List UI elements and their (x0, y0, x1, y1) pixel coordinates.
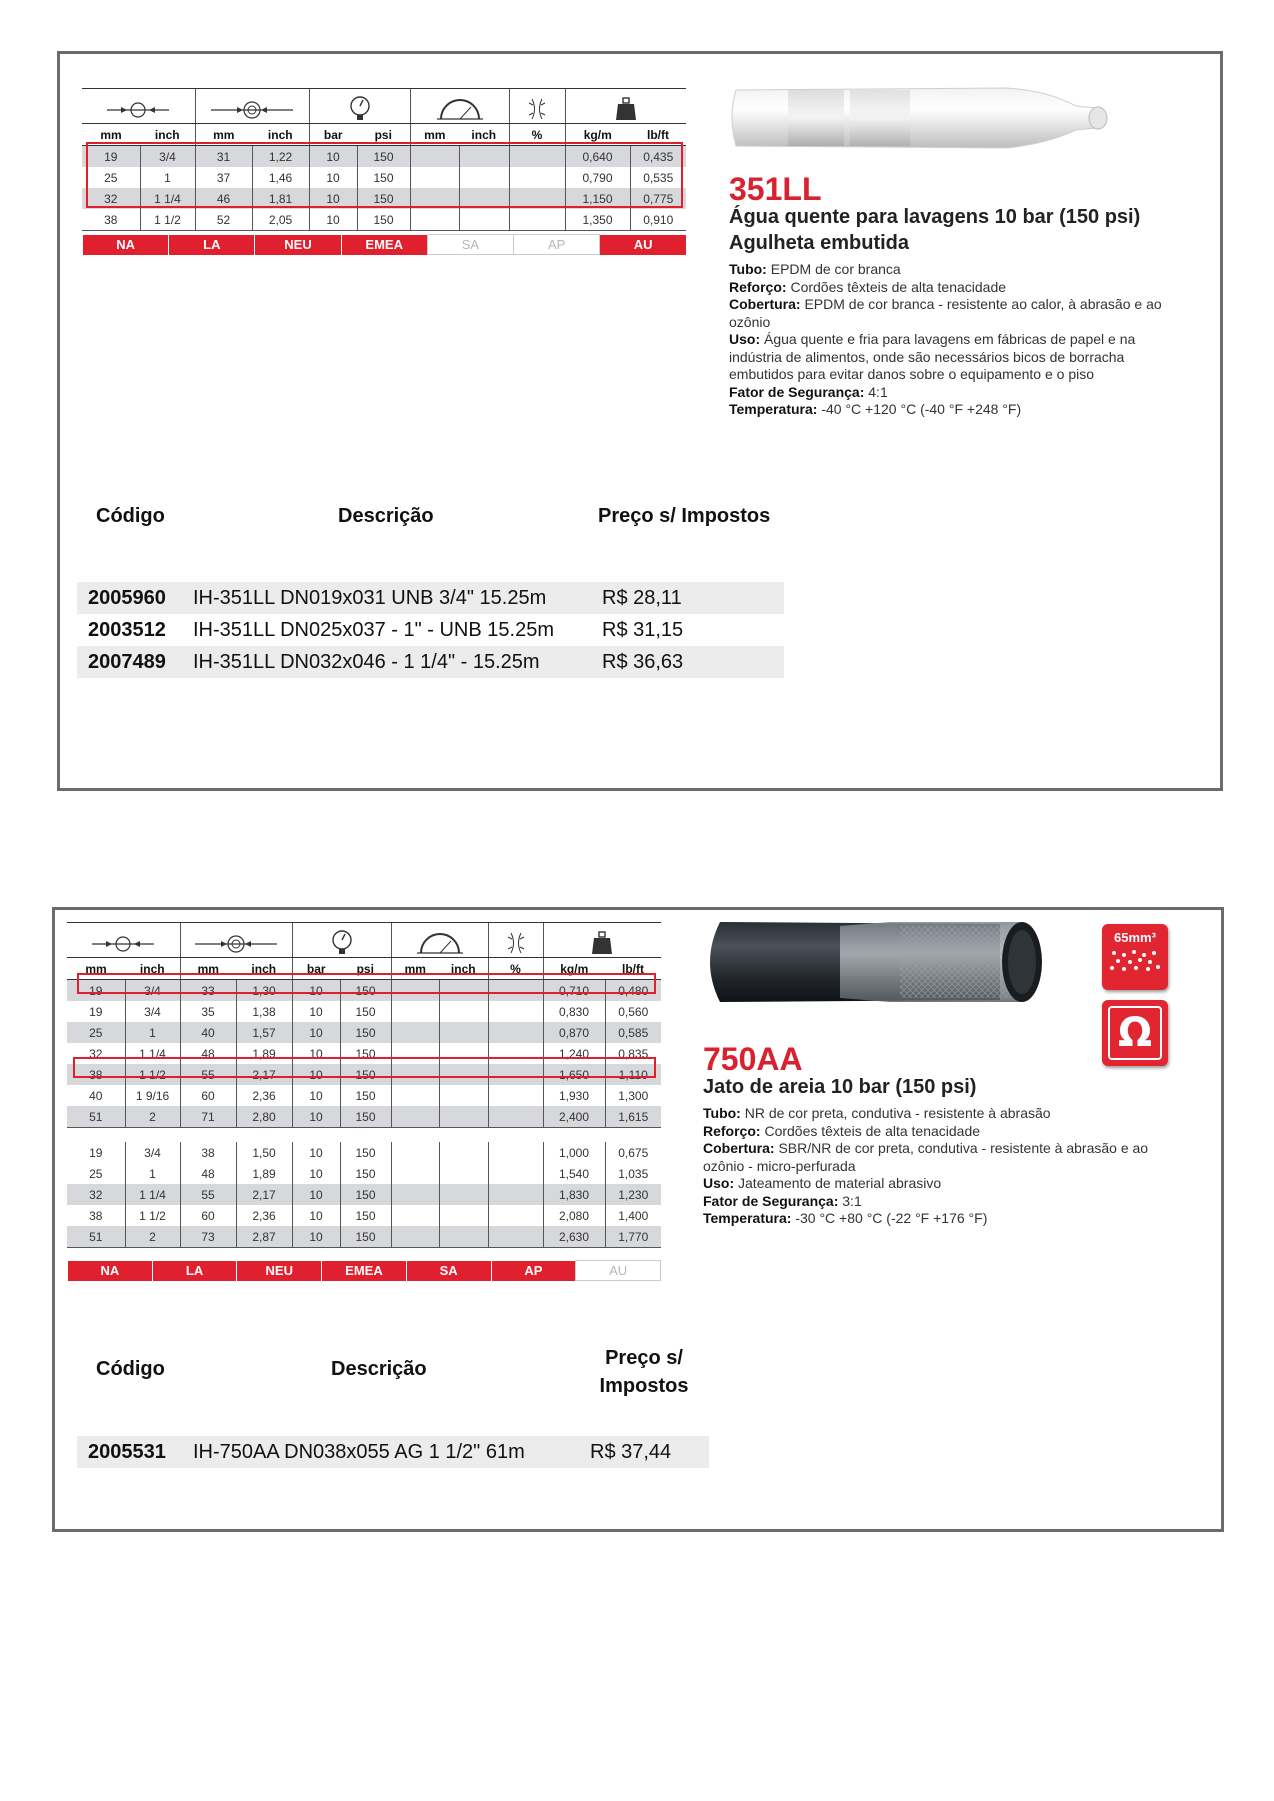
cell: 1,89 (236, 1043, 292, 1064)
price-desc: IH-351LL DN019x031 UNB 3/4" 15.25m (193, 587, 547, 609)
cell: 1,81 (252, 188, 309, 209)
outer-diameter-icon (195, 89, 309, 124)
cell: 19 (89, 1004, 103, 1019)
cell: 0,790 (565, 167, 630, 188)
product-properties (729, 261, 1189, 419)
cell: 0,640 (565, 146, 630, 168)
cell: 150 (357, 167, 410, 188)
outer-diameter-icon (180, 923, 292, 958)
cell: 1,350 (565, 209, 630, 231)
cell (410, 188, 459, 209)
cell: 60 (180, 1085, 236, 1106)
unit-label: inch (252, 124, 309, 146)
price-desc: IH-750AA DN038x055 AG 1 1/2" 61m (193, 1441, 525, 1463)
cell: 0,675 (605, 1142, 661, 1163)
weight-icon (543, 923, 661, 958)
cell: 71 (180, 1106, 236, 1128)
vacuum-icon (488, 923, 543, 958)
table-row (82, 209, 686, 231)
price-row (77, 582, 784, 614)
unit-label: inch (125, 958, 180, 980)
prop-fator: Fator de Segurança: 3:1 (703, 1192, 862, 1209)
cell: 2,17 (236, 1064, 292, 1085)
cell: 40 (180, 1022, 236, 1043)
region-la: LA (152, 1261, 237, 1281)
unit-label: kg/m (565, 124, 630, 146)
region-au: AU (600, 235, 686, 255)
cell: 2,87 (236, 1226, 292, 1248)
price-desc: IH-351LL DN025x037 - 1" - UNB 15.25m (193, 619, 554, 641)
unit-label: mm (410, 124, 459, 146)
prop-cobertura: Cobertura: SBR/NR de cor preta, condutiva - resistente à abrasão e ao ozônio - micro-perfurada (703, 1140, 1149, 1174)
cell: 46 (195, 188, 252, 209)
cell (439, 1184, 488, 1205)
cell: 1 (140, 167, 195, 188)
cell (488, 1043, 543, 1064)
cell (488, 1106, 543, 1128)
cell: 10 (292, 1205, 340, 1226)
region-bar-750aa (67, 1260, 661, 1281)
cell: 35 (180, 1001, 236, 1022)
prop-fator: Fator de Segurança: 4:1 (729, 383, 888, 400)
cell: 0,535 (630, 167, 686, 188)
price-value: R$ 37,44 (590, 1441, 672, 1463)
cell: 19 (82, 146, 140, 168)
cell: 0,835 (605, 1043, 661, 1064)
cell: 1,400 (605, 1205, 661, 1226)
table-row (82, 146, 686, 168)
cell: 150 (340, 1001, 391, 1022)
price-value: R$ 28,11 (602, 587, 682, 609)
cell: 32 (82, 188, 140, 209)
cell: 0,870 (543, 1022, 605, 1043)
cell: 25 (104, 170, 118, 185)
spec-table-351ll (82, 88, 686, 245)
cell: 1,230 (605, 1184, 661, 1205)
cell: 33 (180, 980, 236, 1002)
cell: 38 (180, 1142, 236, 1163)
unit-label: bar (292, 958, 340, 980)
cell: 10 (292, 1043, 340, 1064)
table-row (67, 980, 661, 1002)
cell: 150 (340, 1043, 391, 1064)
prop-reforco: Reforço: Cordões têxteis de alta tenacidade (703, 1122, 981, 1139)
region-emea: EMEA (322, 1261, 407, 1281)
cell: 2,400 (543, 1106, 605, 1128)
cell (459, 167, 509, 188)
price-value: R$ 31,15 (602, 619, 684, 641)
cell: 1 (125, 1022, 180, 1043)
cell: 38 (82, 209, 140, 231)
product-title (703, 1074, 976, 1100)
cell (391, 1163, 439, 1184)
table-row (67, 1205, 661, 1226)
cell: 1 (125, 1163, 180, 1184)
cell (391, 1064, 439, 1085)
cell: 1,615 (605, 1106, 661, 1128)
table-row (67, 1001, 661, 1022)
cell: 51 (67, 1226, 125, 1248)
cell: 37 (195, 167, 252, 188)
table-row (67, 1226, 661, 1248)
region-au: AU (576, 1261, 661, 1281)
unit-label: inch (236, 958, 292, 980)
cell: 10 (292, 980, 340, 1002)
cell (391, 1184, 439, 1205)
prop-uso: Uso: Água quente e fria para lavagens em fábricas de papel e na indústria de alimentos, onde são necessários bicos de borracha embutidos para evitar danos sobre o equipamento e o piso (729, 331, 1136, 382)
cell: 150 (340, 1184, 391, 1205)
cell (439, 1085, 488, 1106)
unit-label: inch (439, 958, 488, 980)
cell (439, 1064, 488, 1085)
cell: 19 (67, 980, 125, 1002)
unit-label: psi (357, 124, 410, 146)
cell: 0,910 (630, 209, 686, 231)
unit-label: lb/ft (630, 124, 686, 146)
cell: 150 (340, 1106, 391, 1128)
units-row (82, 124, 686, 146)
region-bar-351ll (82, 234, 686, 255)
prop-tubo: Tubo: EPDM de cor branca (729, 261, 901, 277)
cell: 0,775 (630, 188, 686, 209)
region-sa: SA (406, 1261, 491, 1281)
prop-reforco: Reforço: Cordões têxteis de alta tenacidade (729, 278, 1007, 295)
cell (391, 1085, 439, 1106)
cell (439, 1022, 488, 1043)
unit-label: mm (67, 958, 125, 980)
cell (488, 1205, 543, 1226)
price-desc: IH-351LL DN032x046 - 1 1/4" - 15.25m (193, 651, 540, 673)
unit-label: inch (459, 124, 509, 146)
cell (391, 1142, 439, 1163)
table-row (82, 167, 686, 188)
cell: 1,89 (236, 1163, 292, 1184)
price-code: 2005531 (88, 1441, 166, 1463)
prop-temperatura: Temperatura: -40 °C +120 °C (-40 °F +248 °F) (729, 401, 1022, 417)
cell (391, 980, 439, 1002)
unit-label: % (488, 958, 543, 980)
cell: 2,17 (236, 1184, 292, 1205)
cell (488, 1184, 543, 1205)
cell (391, 1022, 439, 1043)
cell: 60 (180, 1205, 236, 1226)
cell: 10 (309, 209, 357, 231)
abrasion-value: 65mm³ (1114, 930, 1156, 945)
inner-diameter-icon (67, 923, 180, 958)
cell: 10 (292, 1226, 340, 1248)
cell: 150 (357, 209, 410, 231)
cell: 31 (195, 146, 252, 168)
cell (439, 1142, 488, 1163)
cell: 48 (180, 1163, 236, 1184)
region-ap: AP (491, 1261, 576, 1281)
cell: 51 (67, 1106, 125, 1128)
unit-label: psi (340, 958, 391, 980)
product-code: 351LL (729, 171, 822, 207)
cell (439, 1163, 488, 1184)
cell: 3/4 (125, 980, 180, 1002)
weight-icon (565, 89, 686, 124)
title-line: Jato de areia 10 bar (150 psi) (703, 1076, 977, 1098)
unit-label: lb/ft (605, 958, 661, 980)
region-na: NA (83, 235, 169, 255)
header-preco-line: Impostos (599, 1375, 689, 1397)
conductive-badge (1102, 1000, 1168, 1066)
hose-image-351ll (726, 78, 1126, 158)
cell: 150 (340, 1163, 391, 1184)
price-code: 2005960 (88, 587, 166, 609)
abrasion-icon (1106, 930, 1164, 984)
abrasion-badge (1102, 924, 1168, 990)
cell: 0,830 (543, 1001, 605, 1022)
units-row (67, 958, 661, 980)
unit-label: mm (82, 124, 140, 146)
cell: 10 (292, 1001, 340, 1022)
unit-label: kg/m (543, 958, 605, 980)
cell (439, 1043, 488, 1064)
cell: 1,240 (543, 1043, 605, 1064)
unit-label: mm (180, 958, 236, 980)
cell: 150 (340, 1085, 391, 1106)
price-value: R$ 36,63 (602, 651, 684, 673)
cell: 2,36 (236, 1085, 292, 1106)
cell: 19 (89, 1145, 103, 1160)
cell: 1,540 (543, 1163, 605, 1184)
cell: 32 (89, 1046, 103, 1061)
cell: 10 (292, 1142, 340, 1163)
cell: 1 1/2 (125, 1205, 180, 1226)
cell: 1 1/4 (140, 188, 195, 209)
cell: 1,30 (236, 980, 292, 1002)
cell (488, 1163, 543, 1184)
cell (488, 1022, 543, 1043)
spacer (67, 1128, 661, 1143)
cell: 1,770 (605, 1226, 661, 1248)
unit-label: bar (309, 124, 357, 146)
unit-label: mm (391, 958, 439, 980)
cell: 2,05 (252, 209, 309, 231)
cell: 0,585 (605, 1022, 661, 1043)
inner-diameter-icon (82, 89, 195, 124)
cell (439, 1226, 488, 1248)
cell: 73 (180, 1226, 236, 1248)
cell (509, 146, 565, 168)
table-row (67, 1085, 661, 1106)
header-descricao: Descrição (338, 505, 434, 527)
cell (410, 146, 459, 168)
cell: 10 (292, 1022, 340, 1043)
region-neu: NEU (255, 235, 341, 255)
bend-radius-icon (391, 923, 488, 958)
cell (391, 1226, 439, 1248)
cell (391, 1205, 439, 1226)
price-row (77, 614, 784, 646)
price-code: 2007489 (88, 651, 166, 673)
cell: 10 (292, 1106, 340, 1128)
cell: 10 (292, 1085, 340, 1106)
cell (488, 1085, 543, 1106)
cell: 3/4 (140, 146, 195, 168)
cell: 1,300 (605, 1085, 661, 1106)
price-code: 2003512 (88, 619, 166, 641)
price-row (77, 646, 784, 678)
header-descricao: Descrição (331, 1358, 427, 1380)
cell: 1,38 (236, 1001, 292, 1022)
region-emea: EMEA (341, 235, 427, 255)
cell (488, 980, 543, 1002)
cell (391, 1106, 439, 1128)
cell: 1,150 (565, 188, 630, 209)
region-neu: NEU (237, 1261, 322, 1281)
cell: 1,110 (605, 1064, 661, 1085)
cell (459, 188, 509, 209)
cell: 38 (67, 1064, 125, 1085)
cell: 1 1/4 (125, 1184, 180, 1205)
cell: 25 (89, 1166, 103, 1181)
region-na: NA (68, 1261, 153, 1281)
unit-label: mm (195, 124, 252, 146)
cell: 1,50 (236, 1142, 292, 1163)
cell: 1,650 (543, 1064, 605, 1085)
cell (439, 1106, 488, 1128)
cell (391, 1001, 439, 1022)
table-row (67, 1184, 661, 1205)
cell: 150 (357, 146, 410, 168)
cell: 1,000 (543, 1142, 605, 1163)
hose-image-750aa (700, 912, 1080, 1012)
cell: 150 (340, 1022, 391, 1043)
price-row (77, 1436, 709, 1468)
cell: 150 (340, 1226, 391, 1248)
cell: 10 (309, 188, 357, 209)
cell: 3/4 (125, 1001, 180, 1022)
vacuum-icon (509, 89, 565, 124)
cell: 1 1/4 (125, 1043, 180, 1064)
cell: 55 (180, 1064, 236, 1085)
cell (410, 167, 459, 188)
cell (488, 1064, 543, 1085)
cell: 0,480 (605, 980, 661, 1002)
header-codigo: Código (96, 1358, 165, 1380)
cell: 0,560 (605, 1001, 661, 1022)
cell: 2,36 (236, 1205, 292, 1226)
cell (509, 167, 565, 188)
spec-table-750aa (67, 922, 661, 1248)
cell: 2 (125, 1226, 180, 1248)
cell: 10 (292, 1184, 340, 1205)
unit-label: inch (140, 124, 195, 146)
cell: 25 (67, 1022, 125, 1043)
header-preco-line: Preço s/ (605, 1347, 683, 1369)
cell: 55 (180, 1184, 236, 1205)
cell: 1,57 (236, 1022, 292, 1043)
region-sa: SA (427, 235, 513, 255)
cell: 2,80 (236, 1106, 292, 1128)
header-preco: Preço s/ Impostos (598, 505, 771, 527)
omega-icon: Ω (1108, 1006, 1162, 1060)
cell: 0,435 (630, 146, 686, 168)
cell: 10 (292, 1163, 340, 1184)
cell: 1 1/2 (140, 209, 195, 231)
cell: 10 (309, 167, 357, 188)
cell (439, 1001, 488, 1022)
cell: 1,930 (543, 1085, 605, 1106)
cell (509, 209, 565, 231)
table-row (67, 1043, 661, 1064)
cell (509, 188, 565, 209)
cell: 0,710 (543, 980, 605, 1002)
table-row (67, 1163, 661, 1184)
cell: 10 (292, 1064, 340, 1085)
table-row (67, 1064, 661, 1085)
cell (439, 980, 488, 1002)
product-title (729, 204, 1140, 256)
cell (488, 1226, 543, 1248)
cell: 38 (89, 1208, 103, 1223)
table-row (67, 1142, 661, 1163)
cell: 2,080 (543, 1205, 605, 1226)
cell: 150 (340, 1205, 391, 1226)
cell: 32 (67, 1184, 125, 1205)
cell (439, 1205, 488, 1226)
cell: 10 (309, 146, 357, 168)
cell: 1,22 (252, 146, 309, 168)
cell: 3/4 (125, 1142, 180, 1163)
prop-tubo: Tubo: NR de cor preta, condutiva - resistente à abrasão (703, 1105, 1051, 1121)
cell: 150 (340, 980, 391, 1002)
cell (410, 209, 459, 231)
header-codigo: Código (96, 505, 165, 527)
bend-radius-icon (410, 89, 509, 124)
region-ap: AP (514, 235, 600, 255)
unit-label: % (509, 124, 565, 146)
cell: 2 (125, 1106, 180, 1128)
cell: 1,46 (252, 167, 309, 188)
table-row (67, 1022, 661, 1043)
prop-cobertura: Cobertura: EPDM de cor branca - resistente ao calor, à abrasão e ao ozônio (729, 296, 1162, 330)
cell: 1 9/16 (125, 1085, 180, 1106)
product-code: 750AA (703, 1041, 803, 1077)
cell: 150 (340, 1064, 391, 1085)
prop-uso: Uso: Jateamento de material abrasivo (703, 1175, 942, 1191)
cell: 150 (340, 1142, 391, 1163)
cell (391, 1043, 439, 1064)
cell: 150 (357, 188, 410, 209)
cell: 1 1/2 (125, 1064, 180, 1085)
cell (488, 1142, 543, 1163)
cell (459, 209, 509, 231)
pressure-gauge-icon (292, 923, 391, 958)
cell: 40 (89, 1088, 103, 1103)
cell: 1,830 (543, 1184, 605, 1205)
cell (488, 1001, 543, 1022)
prop-temperatura: Temperatura: -30 °C +80 °C (-22 °F +176 °F) (703, 1210, 988, 1226)
product-properties (703, 1105, 1173, 1228)
cell (459, 146, 509, 168)
header-preco (596, 1344, 692, 1400)
cell: 48 (180, 1043, 236, 1064)
pressure-gauge-icon (309, 89, 410, 124)
cell: 2,630 (543, 1226, 605, 1248)
title-line: Agulheta embutida (729, 232, 910, 254)
title-line: Água quente para lavagens 10 bar (150 psi) (729, 206, 1141, 228)
region-la: LA (169, 235, 255, 255)
table-row (82, 188, 686, 209)
cell: 52 (195, 209, 252, 231)
cell: 1,035 (605, 1163, 661, 1184)
table-row (67, 1106, 661, 1128)
